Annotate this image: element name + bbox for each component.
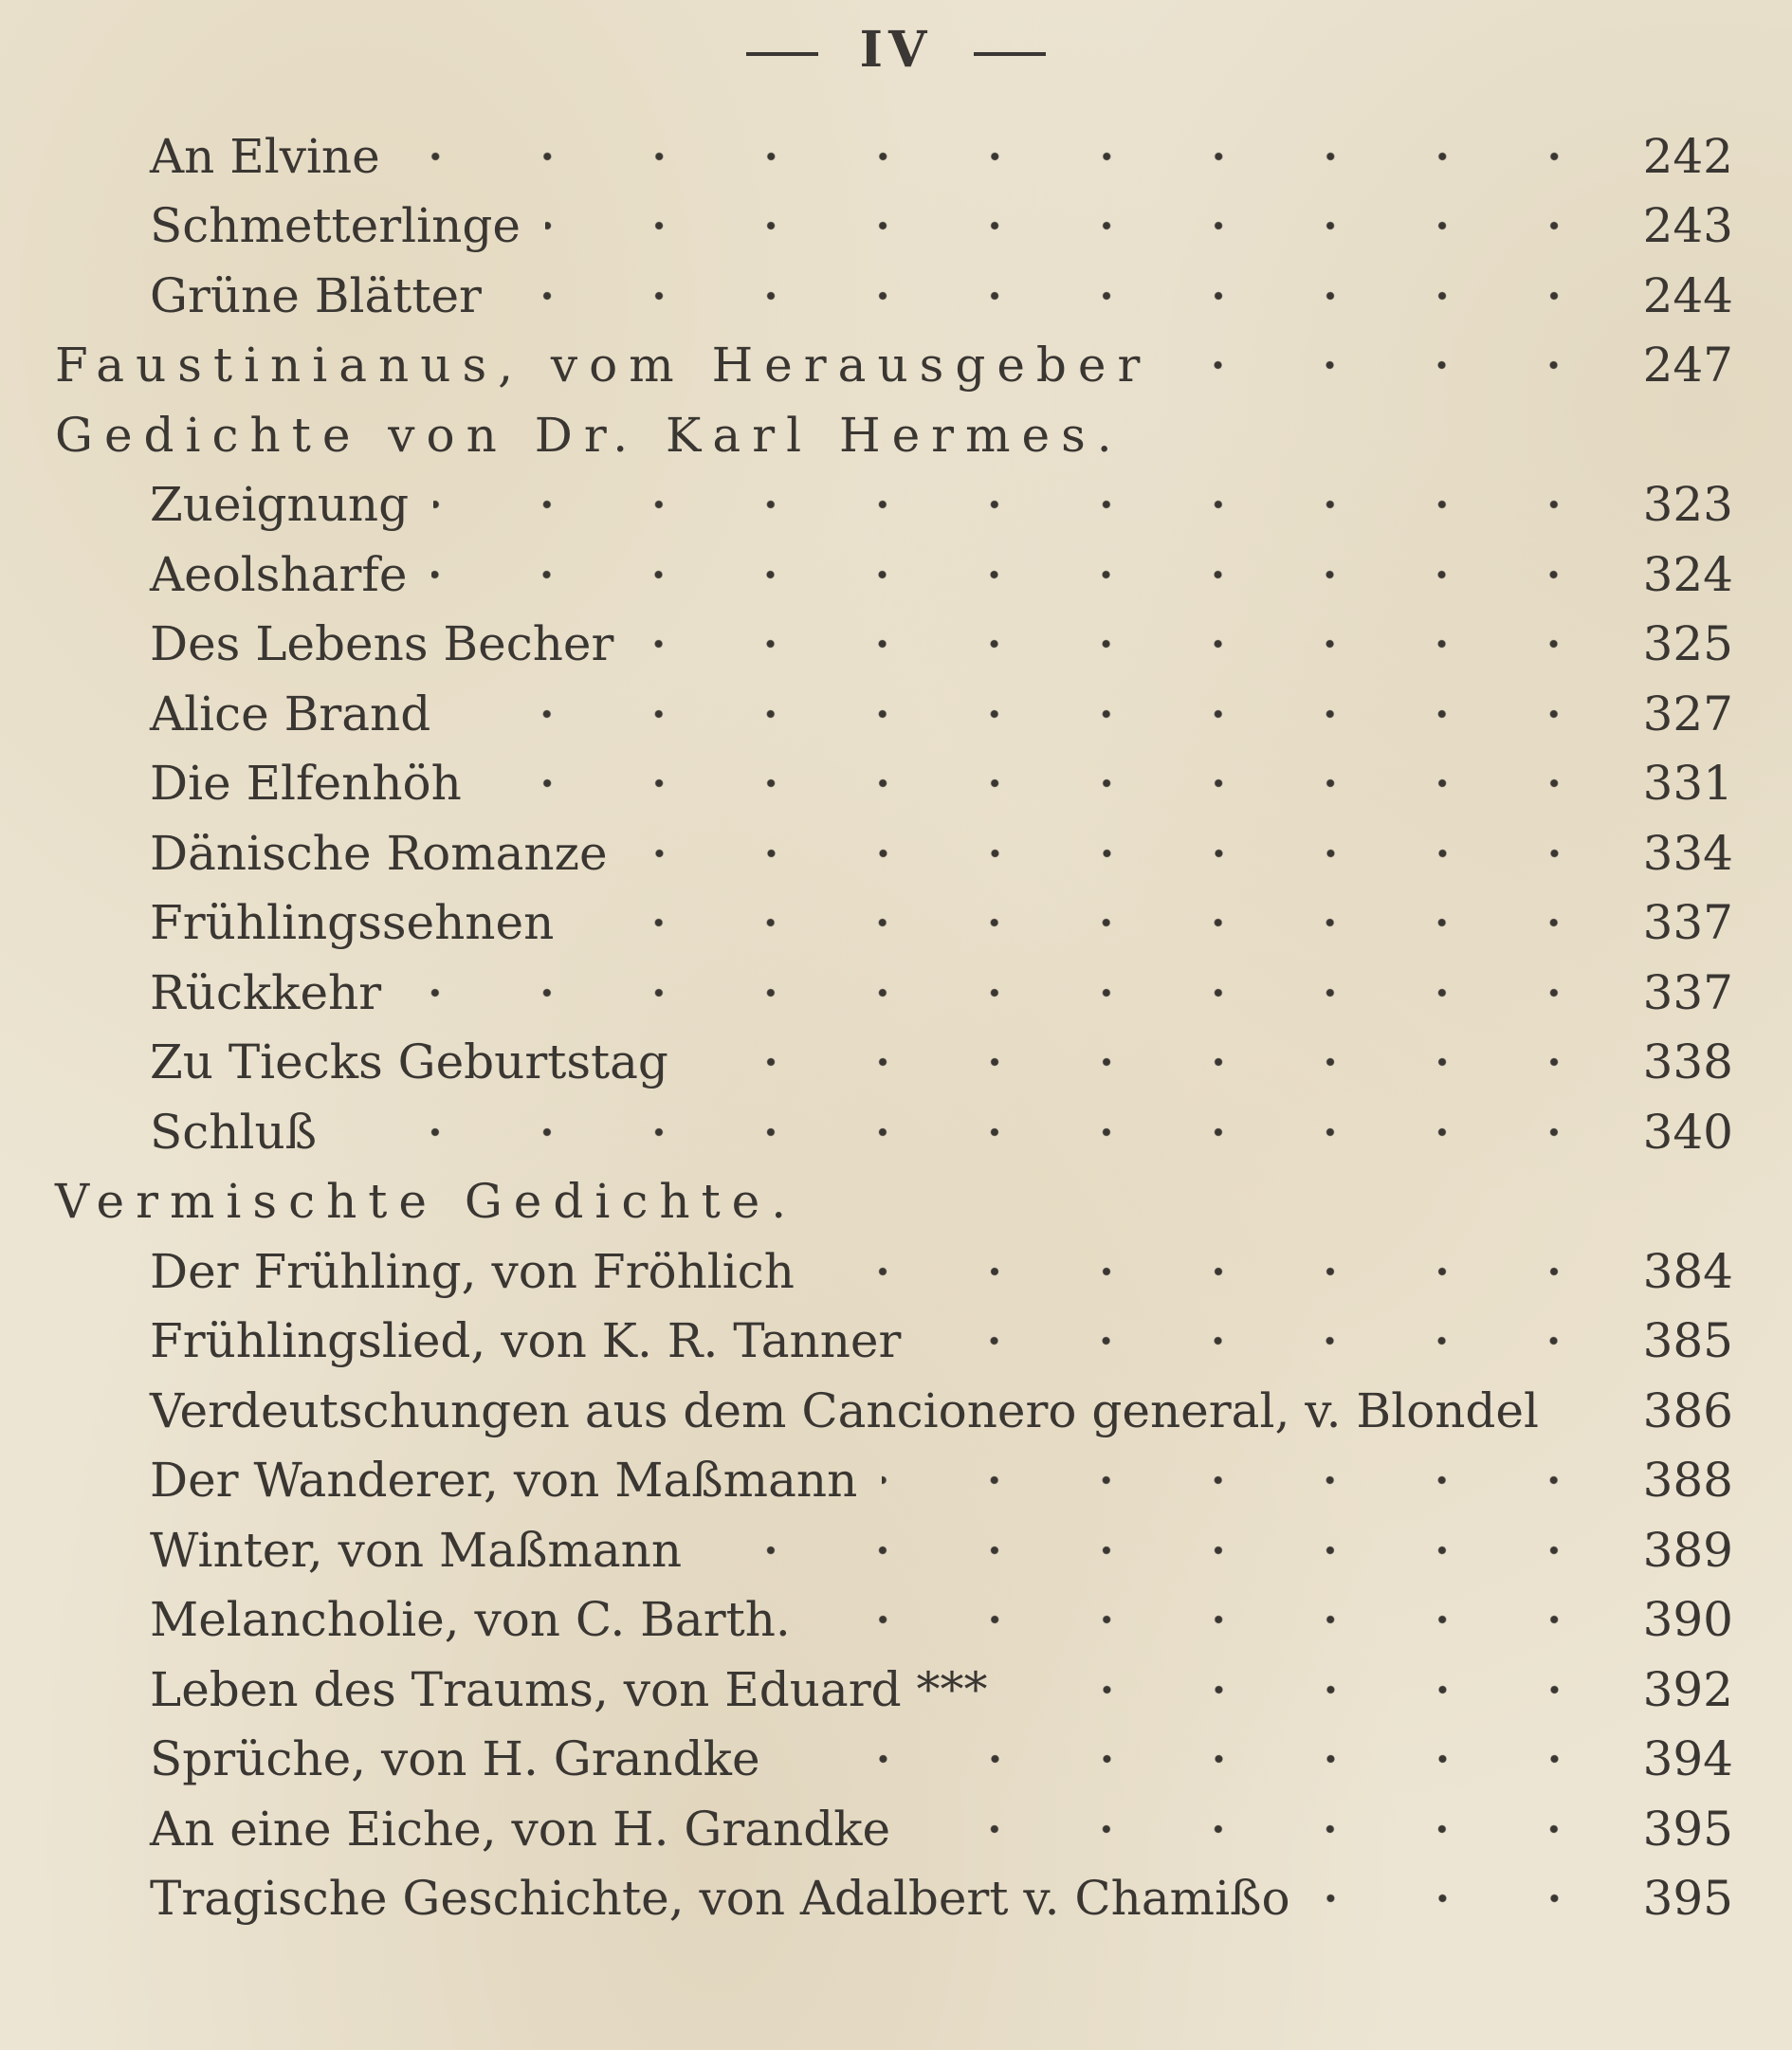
toc-entry-title: Frühlingssehnen [150,895,555,951]
toc-entry [55,1097,1733,1167]
dot-leader [693,1057,1610,1067]
dot-leader [1176,360,1610,370]
dot-leader [406,988,1610,998]
dot-leader [638,639,1610,649]
toc-entry-title: Der Wanderer, von Maßmann [150,1453,858,1509]
toc-entry-title: Der Frühling, von Fröhlich [150,1243,795,1299]
dot-leader [915,1824,1610,1834]
toc-entry [55,749,1733,819]
toc-entry [55,1446,1733,1516]
toc-entry-title: Sprüche, von H. Grandke [150,1731,760,1787]
dot-leader [1563,1406,1610,1416]
dot-leader [486,778,1610,788]
toc-section-heading [55,400,1733,470]
dot-leader [506,291,1610,301]
toc-entry [55,1585,1733,1656]
toc-entry-page-number: 242 [1642,128,1733,184]
toc-entry-title: Winter, von Maßmann [150,1522,683,1578]
dot-leader [706,1546,1610,1555]
toc-entry-title: Schmetterlinge [150,198,521,254]
toc-entry [55,1028,1733,1098]
dot-leader [433,500,1610,509]
toc-entry-title: Verdeutschungen aus dem Cancionero general, v. Blondel [150,1382,1539,1438]
toc-entry-title: An Elvine [150,128,380,184]
toc-entry-page-number: 390 [1642,1592,1733,1648]
toc-entry-page-number: 385 [1642,1313,1733,1369]
dot-leader [405,152,1610,161]
toc-entry [55,679,1733,749]
toc-entry [55,121,1733,192]
dot-leader [1315,1894,1610,1903]
toc-entry-page-number: 340 [1642,1104,1733,1160]
toc-entry-title: Rückkehr [150,964,382,1020]
toc-entry-page-number: 325 [1642,616,1733,672]
toc-entry [55,1725,1733,1795]
toc-entry-title: Faustinianus, vom Herausgeber [55,338,1152,394]
dot-leader [819,1267,1610,1276]
toc-entry-page-number: 243 [1642,198,1733,254]
dot-leader [822,1197,1610,1206]
toc-entry-page-number: 386 [1642,1382,1733,1438]
dot-leader [1148,430,1610,440]
toc-entry-title: Des Lebens Becher [150,616,614,672]
dot-leader [455,709,1610,719]
toc-entry [55,470,1733,540]
toc-entry-page-number: 324 [1642,546,1733,602]
dot-leader [785,1754,1610,1764]
dot-leader [578,918,1610,927]
toc-entry-page-number: 331 [1642,756,1733,812]
toc-entry-title: An eine Eiche, von H. Grandke [150,1801,891,1857]
page-roman-numeral: IV [859,21,933,79]
toc-entry-title: Grüne Blätter [150,267,482,323]
toc-entry [55,1794,1733,1864]
toc-entry-title: Tragische Geschichte, von Adalbert v. Chamißo [150,1871,1290,1927]
toc-entry [55,1376,1733,1446]
toc-entry-page-number: 323 [1642,477,1733,533]
toc-entry-title: Aeolsharfe [150,546,408,602]
toc-entry-page-number: 389 [1642,1522,1733,1578]
toc-entry [55,958,1733,1028]
dot-leader [1013,1685,1610,1694]
toc-entry [55,818,1733,888]
toc-section-heading [55,331,1733,401]
toc-entry-title: Frühlingslied, von K. R. Tanner [150,1313,902,1369]
toc-entry-title: Die Elfenhöh [150,756,462,812]
toc-entry-title: Zueignung [150,477,410,533]
toc-entry-page-number: 337 [1642,964,1733,1020]
dot-leader [545,221,1610,230]
toc-entry-page-number: 334 [1642,825,1733,881]
toc-entry-page-number: 395 [1642,1801,1733,1857]
toc-entry-page-number: 327 [1642,686,1733,741]
toc-entry [55,1307,1733,1377]
toc-entry-title: Zu Tiecks Geburtstag [150,1034,668,1090]
dot-leader [882,1475,1610,1485]
toc-entry [55,1655,1733,1725]
toc-entry-title: Leben des Traums, von Eduard *** [150,1661,988,1717]
page-header [0,21,1792,79]
toc-entry-title: Dänische Romanze [150,825,608,881]
toc-section-heading [55,1167,1733,1237]
toc-entry [55,1236,1733,1307]
toc-entry [55,261,1733,331]
dot-leader [632,849,1610,858]
toc-entry-page-number: 395 [1642,1871,1733,1927]
toc-entry [55,540,1733,610]
toc-entry [55,1864,1733,1934]
toc-entry-page-number: 384 [1642,1243,1733,1299]
dot-leader [431,570,1610,579]
toc-entry [55,610,1733,680]
dot-leader [341,1127,1610,1137]
toc-entry-page-number: 392 [1642,1661,1733,1717]
toc-entry-page-number: 388 [1642,1453,1733,1509]
header-left-dash [746,52,818,56]
toc-entry-title: Melancholie, von C. Barth. [150,1592,791,1648]
header-right-dash [974,52,1046,56]
toc-entry-page-number: 244 [1642,267,1733,323]
dot-leader [925,1336,1610,1345]
toc-entry-title: Alice Brand [150,686,431,741]
toc-entry [55,192,1733,262]
toc-entry [55,1515,1733,1585]
toc-entry-page-number: 338 [1642,1034,1733,1090]
toc-entry-title: Gedichte von Dr. Karl Hermes. [55,407,1124,463]
toc-entry-page-number: 394 [1642,1731,1733,1787]
table-of-contents [55,121,1733,1933]
toc-entry [55,888,1733,959]
toc-entry-page-number: 247 [1642,338,1733,394]
dot-leader [815,1615,1610,1624]
toc-entry-page-number: 337 [1642,895,1733,951]
toc-entry-title: Schluß [150,1104,318,1160]
toc-entry-title: Vermischte Gedichte. [55,1174,798,1230]
